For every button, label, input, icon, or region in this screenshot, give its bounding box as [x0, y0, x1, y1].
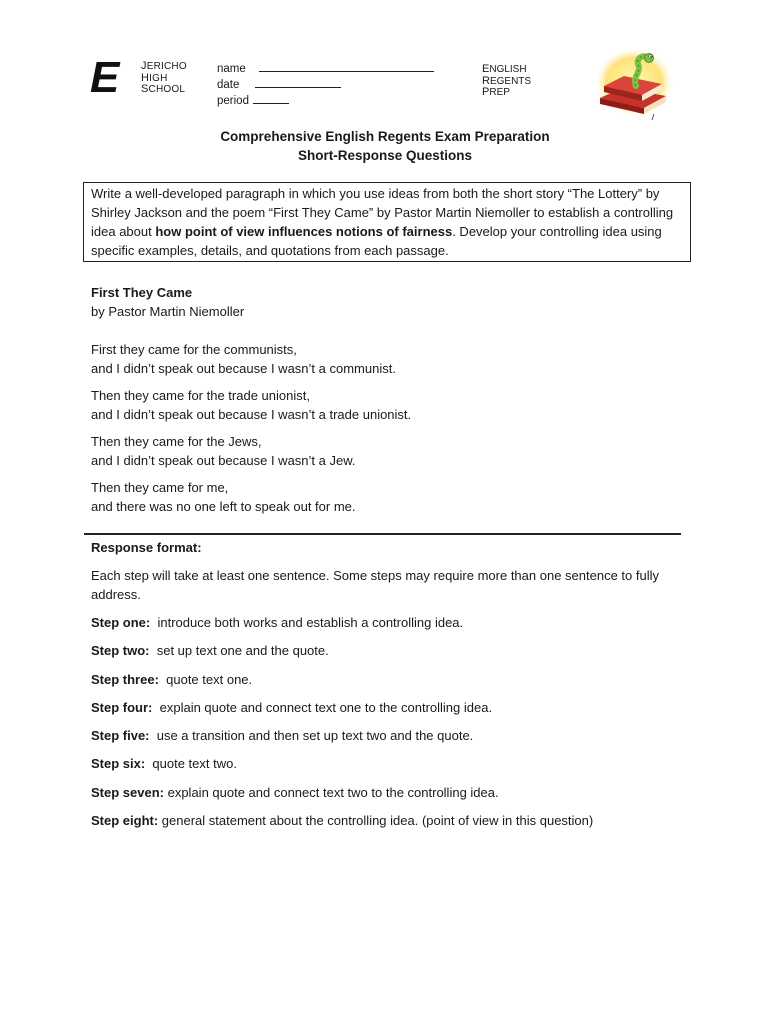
step-item — [91, 754, 686, 773]
step-item — [91, 726, 686, 745]
school-line: JERICHO — [141, 60, 187, 72]
step-text: use a transition and then set up text two and the quote. — [149, 728, 474, 744]
student-info-fields — [217, 61, 434, 109]
step-label: Step three: — [91, 671, 159, 687]
prompt-text-end: . Develop your controlling idea using specific examples, details, and quotations from each passage. — [91, 224, 662, 258]
step-label: Step two: — [91, 643, 150, 659]
poem-line: and I didn’t speak out because I wasn’t a Jew. — [91, 453, 356, 468]
step-label: Step four: — [91, 699, 153, 715]
response-intro: Each step will take at least one sentence. Some steps may require more than one sentence to fully address. — [91, 568, 659, 602]
poem-title: First They Came — [91, 285, 193, 300]
program-line: PREP — [482, 86, 510, 98]
step-text: explain quote and connect text two to the controlling idea. — [163, 784, 499, 800]
school-line: SCHOOL — [141, 83, 186, 95]
step-item — [91, 811, 686, 830]
poem-line: Then they came for the Jews, — [91, 434, 262, 449]
poem — [91, 283, 681, 516]
poem-stanza — [91, 478, 681, 516]
step-item — [91, 613, 686, 632]
poem-stanza — [91, 432, 681, 470]
page-title — [0, 127, 770, 165]
poem-line: Then they came for the trade unionist, — [91, 388, 310, 403]
period-field[interactable] — [217, 93, 434, 109]
step-label: Step seven: — [91, 784, 164, 800]
poem-line: and I didn’t speak out because I wasn’t a trade unionist. — [91, 407, 412, 422]
school-name — [141, 61, 187, 96]
step-item — [91, 670, 686, 689]
program-line: ENGLISH — [482, 63, 527, 75]
date-blank[interactable] — [255, 77, 341, 88]
title-line-1: Comprehensive English Regents Exam Preparation — [220, 129, 550, 144]
period-label: period — [217, 95, 249, 107]
poem-line: First they came for the communists, — [91, 342, 297, 357]
poem-stanza — [91, 386, 681, 424]
step-label: Step one: — [91, 615, 151, 630]
prompt-focus: how point of view influences notions of fairness — [155, 224, 453, 239]
poem-author: by Pastor Martin Niemoller — [91, 304, 245, 319]
title-line-2: Short-Response Questions — [297, 148, 473, 163]
step-label: Step six: — [91, 756, 146, 772]
section-divider — [84, 533, 681, 535]
response-format — [91, 538, 686, 839]
date-field[interactable] — [217, 77, 434, 93]
step-label: Step eight: — [91, 813, 159, 829]
poem-line: and I didn’t speak out because I wasn’t a communist. — [91, 361, 396, 376]
step-text: quote text one. — [158, 671, 253, 687]
school-line: HIGH — [141, 71, 168, 84]
step-item — [91, 783, 686, 802]
period-blank[interactable] — [253, 93, 289, 104]
step-item — [91, 641, 686, 660]
poem-stanza — [91, 340, 681, 378]
step-text: set up text one and the quote. — [149, 643, 329, 659]
poem-line: and there was no one left to speak out for me. — [91, 499, 356, 514]
date-label: date — [217, 79, 240, 91]
prompt-text: Write a well-developed paragraph in which you use ideas from both the short story “The Lottery” by Shirley Jackson and the poem “First They Came” by Pastor Martin Niemoller to establish a controlling idea about — [91, 186, 674, 239]
step-label: Step five: — [91, 728, 150, 744]
logo-letter: E — [90, 53, 120, 102]
name-blank[interactable] — [259, 61, 434, 72]
poem-line: Then they came for me, — [91, 480, 229, 495]
writing-prompt — [83, 182, 691, 262]
program-line: REGENTS — [482, 74, 532, 87]
name-field[interactable] — [217, 61, 434, 77]
bookworm-books-icon — [592, 46, 674, 122]
response-title: Response format: — [91, 540, 202, 555]
step-text: introduce both works and establish a controlling idea. — [150, 615, 464, 630]
program-name — [482, 64, 531, 99]
step-item — [91, 698, 686, 717]
step-text: general statement about the controlling idea. (point of view in this question) — [158, 813, 594, 829]
name-label: name — [217, 63, 246, 75]
step-text: explain quote and connect text one to the controlling idea. — [152, 699, 493, 715]
step-text: quote text two. — [145, 756, 237, 772]
